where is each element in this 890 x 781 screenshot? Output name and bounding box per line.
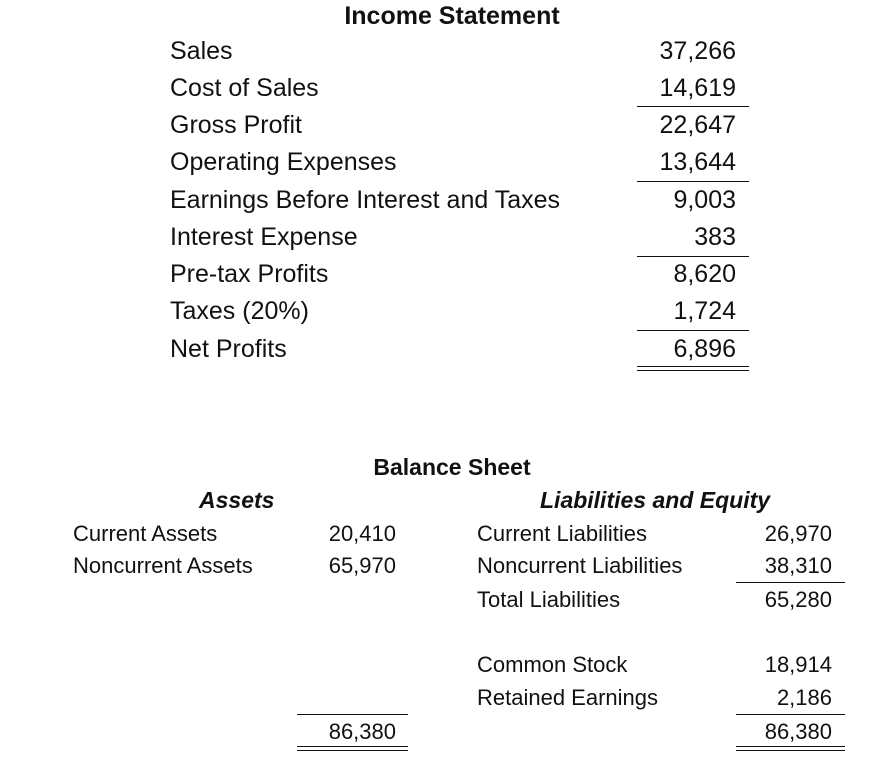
income-statement-title: Income Statement [344,2,560,30]
total-liabilities-equity-rule [736,714,845,715]
ebit-label: Earnings Before Interest and Taxes [170,186,561,214]
operating-expenses-label: Operating Expenses [170,148,397,176]
retained-earnings-value: 2,186 [776,685,832,710]
current-liabilities-value: 26,970 [764,521,832,546]
pretax-rule [637,256,749,257]
net-profits-double-rule [637,366,749,371]
net-profits-value: 6,896 [673,335,736,363]
noncurrent-liabilities-label: Noncurrent Liabilities [477,553,683,578]
net-profits-label: Net Profits [170,335,287,363]
balance-sheet-title: Balance Sheet [373,454,531,480]
retained-earnings-label: Retained Earnings [477,685,659,710]
gross-profit-value: 22,647 [659,111,736,139]
noncurrent-assets-label: Noncurrent Assets [73,553,253,578]
interest-expense-value: 383 [694,223,736,251]
total-liabilities-label: Total Liabilities [477,587,621,612]
ebit-rule [637,181,749,182]
current-assets-value: 20,410 [328,521,396,546]
sales-value: 37,266 [659,37,736,65]
interest-expense-label: Interest Expense [170,223,358,251]
total-assets-value: 86,380 [328,719,396,744]
gross-profit-rule [637,106,749,107]
ebit-value: 9,003 [673,186,736,214]
total-assets-double-rule [297,746,408,751]
gross-profit-label: Gross Profit [170,111,302,139]
noncurrent-assets-value: 65,970 [328,553,396,578]
total-liabilities-equity-double-rule [736,746,845,751]
pretax-profits-label: Pre-tax Profits [170,260,329,288]
total-liabilities-equity-value: 86,380 [764,719,832,744]
common-stock-value: 18,914 [764,652,832,677]
sales-label: Sales [170,37,233,65]
assets-heading: Assets [199,487,275,513]
cost-of-sales-label: Cost of Sales [170,74,319,102]
total-liabilities-value: 65,280 [764,587,832,612]
taxes-label: Taxes (20%) [170,297,309,325]
pretax-profits-value: 8,620 [673,260,736,288]
current-liabilities-label: Current Liabilities [477,521,647,546]
common-stock-label: Common Stock [477,652,628,677]
liabilities-equity-heading: Liabilities and Equity [540,487,771,513]
cost-of-sales-value: 14,619 [659,74,736,102]
operating-expenses-value: 13,644 [659,148,736,176]
total-liabilities-rule [736,582,845,583]
noncurrent-liabilities-value: 38,310 [764,553,832,578]
total-assets-rule [297,714,408,715]
net-profits-rule [637,330,749,331]
current-assets-label: Current Assets [73,521,218,546]
taxes-value: 1,724 [673,297,736,325]
